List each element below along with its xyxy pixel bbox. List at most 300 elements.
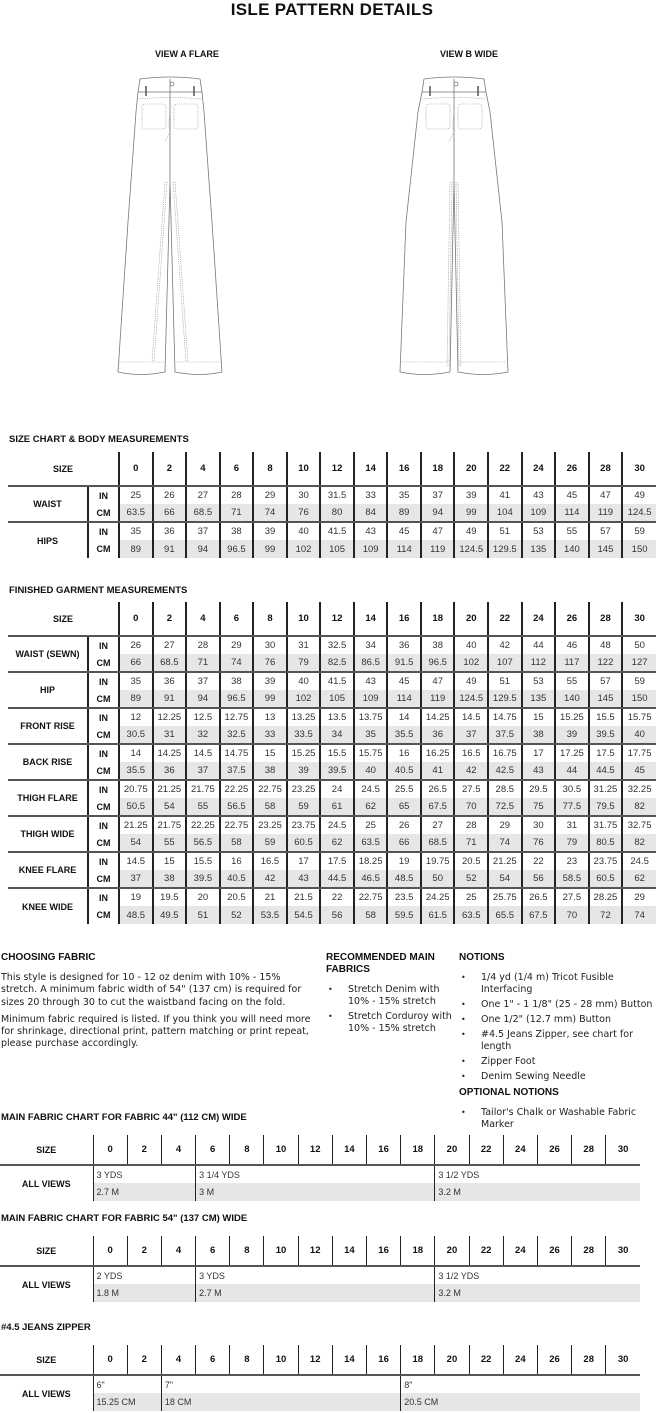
measurement-in: 26.5 [421,780,455,798]
measurement-cm: 36 [153,762,187,780]
size-column-header: 18 [421,602,455,636]
measurement-cm: 48.5 [119,906,153,924]
size-column-header: 0 [93,1135,127,1165]
measurement-in: 27 [186,486,220,504]
measurement-in: 23.75 [589,852,623,870]
measurement-cm: 62 [320,834,354,852]
measurement-cm: 107 [488,654,522,672]
measurement-in: 13.5 [320,708,354,726]
size-column-header: 0 [119,452,153,486]
measurement-cm: 44.5 [320,870,354,888]
measurement-in: 26.5 [522,888,556,906]
measurement-in: 15.25 [287,744,321,762]
measurement-cm: 74 [488,834,522,852]
measurement-cm: 63.5 [119,504,153,522]
measurement-in: 15.25 [555,708,589,726]
measurement-in: 16 [220,852,254,870]
page-title: ISLE PATTERN DETAILS [230,0,434,19]
unit-cm-label: CM [88,540,119,558]
measurement-in: 18.25 [354,852,388,870]
measurement-in: 46 [555,636,589,654]
size-column-header: 2 [127,1345,161,1375]
measurement-cm: 79.5 [589,798,623,816]
measurement-cm: 39 [287,762,321,780]
measurement-in: 15.5 [186,852,220,870]
measurement-in: 19 [387,852,421,870]
row-label: ALL VIEWS [21,1279,71,1290]
measurement-cm: 114 [387,690,421,708]
measurement-cm: 74 [253,504,287,522]
measurement-in: 12.75 [220,708,254,726]
table-row [0,1393,640,1411]
measurement-cm: 40.5 [220,870,254,888]
choosing-fabric-paragraph: This style is designed for 10 - 12 oz denim with 10% - 15% stretch. A minimum fabric width of 54" (137 cm) is required for sizes 20 through 30 to cut the waistband facing on the fold. [1,972,302,1008]
unit-in-label: IN [88,744,119,762]
fabric-chart-54-table [0,1236,640,1302]
measurement-cm: 89 [387,504,421,522]
measurement-in: 33 [354,486,388,504]
measurement-in: 19 [119,888,153,906]
unit-cm-label: CM [88,654,119,672]
size-column-header: 26 [537,1345,571,1375]
measurement-in: 12.25 [153,708,187,726]
measurement-in: 51 [488,522,522,540]
measurement-cm: 76 [522,834,556,852]
measurement-cm: 94 [421,504,455,522]
size-column-header: 10 [264,1345,298,1375]
measurement-in: 29 [488,816,522,834]
measurement-in: 59 [622,522,656,540]
measurement-cm: 40.5 [387,762,421,780]
measurement-in: 21.75 [186,780,220,798]
measurement-in: 22.75 [220,816,254,834]
table-row [8,816,656,834]
measurement-cm: 66 [153,504,187,522]
measurement-cm: 35.5 [119,762,153,780]
size-column-header: 16 [387,452,421,486]
table-row [8,672,656,690]
size-header-label: SIZE [0,1135,93,1165]
measurement-cm: 145 [589,540,623,558]
measurement-cm: 96.5 [220,690,254,708]
measurement-cm: 76 [253,654,287,672]
measurement-in: 34 [354,636,388,654]
measurement-in: 39 [454,486,488,504]
measurement-cm: 59 [287,798,321,816]
unit-cm-label: CM [88,798,119,816]
row-label: KNEE FLARE [8,852,88,888]
size-column-header: 26 [555,452,589,486]
measurement-cm: 54 [119,834,153,852]
fabric-chart-54-title: MAIN FABRIC CHART FOR FABRIC 54" (137 CM) WIDE [1,1213,248,1224]
measurement-cm: 75 [522,798,556,816]
measurement-cm: 68.5 [153,654,187,672]
measurement-cm: 62 [354,798,388,816]
measurement-cm: 56.5 [220,798,254,816]
measurement-cm: 50.5 [119,798,153,816]
measurement-in: 37 [186,522,220,540]
measurement-cm: 109 [354,540,388,558]
measurement-in: 22.75 [354,888,388,906]
measurement-cm: 135 [522,540,556,558]
measurement-in: 41 [488,486,522,504]
size-column-header: 20 [435,1135,469,1165]
measurement-in: 40 [287,522,321,540]
yardage-metric: 20.5 CM [401,1393,640,1411]
measurement-in: 47 [589,486,623,504]
size-column-header: 6 [220,452,254,486]
notions-heading: NOTIONS [459,952,505,963]
size-column-header: 24 [503,1236,537,1266]
measurement-in: 29 [622,888,656,906]
list-item: • One 1" - 1 1/8" (25 - 28 mm) Button [459,999,664,1011]
size-column-header: 24 [522,452,556,486]
yardage-imperial: 7" [161,1375,400,1393]
measurement-cm: 71 [220,504,254,522]
measurement-in: 31 [555,816,589,834]
table-row [8,870,656,888]
measurement-in: 59 [622,672,656,690]
table-row [8,636,656,654]
unit-in-label: IN [88,636,119,654]
measurement-in: 26 [387,816,421,834]
measurement-cm: 91.5 [387,654,421,672]
view-b-wide-illustration [394,72,514,402]
measurement-in: 32.75 [622,816,656,834]
size-column-header: 14 [332,1345,366,1375]
measurement-cm: 61.5 [421,906,455,924]
measurement-in: 21.5 [287,888,321,906]
measurement-cm: 37 [119,870,153,888]
size-column-header: 0 [93,1345,127,1375]
size-column-header: 8 [253,602,287,636]
measurement-in: 23 [555,852,589,870]
measurement-in: 14 [119,744,153,762]
measurement-in: 22.25 [220,780,254,798]
size-column-header: 30 [606,1236,640,1266]
measurement-in: 39 [253,672,287,690]
measurement-cm: 70 [555,906,589,924]
measurement-in: 28.25 [589,888,623,906]
row-label: THIGH FLARE [8,780,88,816]
size-column-header: 24 [503,1135,537,1165]
row-label: FRONT RISE [8,708,88,744]
unit-cm-label: CM [88,834,119,852]
measurement-in: 16.25 [421,744,455,762]
measurement-cm: 114 [387,540,421,558]
yardage-metric: 15.25 CM [93,1393,161,1411]
measurement-in: 25 [454,888,488,906]
measurement-cm: 54 [153,798,187,816]
measurement-in: 22 [320,888,354,906]
measurement-cm: 129.5 [488,540,522,558]
measurement-in: 45 [555,486,589,504]
measurement-cm: 43 [287,870,321,888]
measurement-cm: 74 [220,654,254,672]
measurement-in: 21.75 [153,816,187,834]
measurement-cm: 36 [421,726,455,744]
measurement-in: 41.5 [320,672,354,690]
measurement-in: 43 [354,672,388,690]
measurement-cm: 60.5 [589,870,623,888]
size-column-header: 6 [196,1345,230,1375]
size-column-header: 10 [264,1135,298,1165]
measurement-in: 36 [153,522,187,540]
size-column-header: 2 [153,452,187,486]
row-label: ALL VIEWS [21,1388,71,1399]
measurement-in: 16.75 [488,744,522,762]
measurement-in: 47 [421,672,455,690]
measurement-in: 31.75 [589,816,623,834]
measurement-cm: 77.5 [555,798,589,816]
measurement-in: 25 [354,816,388,834]
measurement-cm: 38 [253,762,287,780]
measurement-in: 29 [220,636,254,654]
unit-in-label: IN [88,816,119,834]
measurement-in: 26 [119,636,153,654]
measurement-in: 25 [119,486,153,504]
size-column-header: 14 [332,1135,366,1165]
measurement-in: 35 [119,522,153,540]
measurement-in: 23.25 [253,816,287,834]
measurement-in: 19.75 [421,852,455,870]
size-column-header: 16 [367,1135,401,1165]
measurement-cm: 55 [186,798,220,816]
yardage-imperial: 2 YDS [93,1266,196,1284]
recommended-fabrics-section [326,952,454,1038]
measurement-cm: 119 [421,690,455,708]
size-column-header: 18 [401,1135,435,1165]
size-column-header: 6 [196,1135,230,1165]
size-column-header: 4 [161,1345,195,1375]
measurement-in: 23.5 [387,888,421,906]
view-a-label: VIEW A FLARE [155,49,219,59]
measurement-in: 12.5 [186,708,220,726]
yardage-metric: 3.2 M [435,1284,640,1302]
measurement-cm: 117 [555,654,589,672]
measurement-in: 14.25 [153,744,187,762]
measurement-in: 25.5 [387,780,421,798]
measurement-cm: 79 [555,834,589,852]
measurement-cm: 122 [589,654,623,672]
size-column-header: 28 [572,1135,606,1165]
size-column-header: 26 [537,1135,571,1165]
measurement-in: 32.5 [320,636,354,654]
size-column-header: 30 [606,1345,640,1375]
size-column-header: 4 [161,1135,195,1165]
size-column-header: 30 [622,452,656,486]
measurement-cm: 33.5 [287,726,321,744]
measurement-cm: 105 [320,540,354,558]
measurement-in: 21.25 [119,816,153,834]
size-column-header: 18 [401,1236,435,1266]
measurement-cm: 41 [421,762,455,780]
measurement-cm: 50 [421,870,455,888]
size-column-header: 2 [127,1135,161,1165]
table-row [0,1165,640,1183]
measurement-cm: 66 [119,654,153,672]
measurement-in: 41.5 [320,522,354,540]
size-column-header: 18 [401,1345,435,1375]
measurement-in: 22.25 [186,816,220,834]
list-item: • Stretch Corduroy with 10% - 15% stretch [326,1011,454,1035]
measurement-in: 24.5 [354,780,388,798]
measurement-cm: 96.5 [220,540,254,558]
measurement-cm: 58 [253,798,287,816]
size-column-header: 6 [196,1236,230,1266]
measurement-in: 15 [522,708,556,726]
measurement-cm: 33 [253,726,287,744]
size-column-header: 22 [488,602,522,636]
measurement-cm: 42 [253,870,287,888]
unit-in-label: IN [88,780,119,798]
measurement-in: 40 [454,636,488,654]
size-column-header: 20 [435,1236,469,1266]
zipper-chart-table [0,1345,640,1411]
measurement-in: 24.5 [320,816,354,834]
yardage-imperial: 8" [401,1375,640,1393]
size-column-header: 30 [622,602,656,636]
measurement-in: 14.5 [119,852,153,870]
measurement-cm: 82 [622,798,656,816]
measurement-in: 17 [522,744,556,762]
measurement-cm: 74 [622,906,656,924]
yardage-imperial: 3 YDS [93,1165,196,1183]
measurement-in: 43 [354,522,388,540]
measurement-cm: 45 [622,762,656,780]
measurement-cm: 91 [153,690,187,708]
table-row [8,540,656,558]
table-row [8,798,656,816]
recommended-fabrics-list [326,984,454,1035]
measurement-in: 30.5 [555,780,589,798]
table-row [8,834,656,852]
measurement-in: 14.5 [454,708,488,726]
measurement-cm: 59 [253,834,287,852]
measurement-cm: 80 [320,504,354,522]
measurement-cm: 104 [488,504,522,522]
size-column-header: 14 [354,452,388,486]
measurement-in: 17.75 [622,744,656,762]
row-label: KNEE WIDE [22,901,74,912]
unit-cm-label: CM [88,906,119,924]
size-column-header: 10 [264,1236,298,1266]
size-column-header: 0 [93,1236,127,1266]
size-column-header: 30 [606,1135,640,1165]
measurement-cm: 32.5 [220,726,254,744]
row-label: THIGH WIDE [8,816,88,852]
unit-cm-label: CM [88,762,119,780]
measurement-cm: 39.5 [589,726,623,744]
unit-in-label: IN [88,522,119,540]
table-row [0,1375,640,1393]
finished-garment-table [8,602,656,924]
measurement-cm: 76 [287,504,321,522]
measurement-cm: 80.5 [589,834,623,852]
measurement-cm: 119 [589,504,623,522]
yardage-imperial: 3 1/4 YDS [196,1165,435,1183]
measurement-in: 17 [287,852,321,870]
measurement-in: 20.5 [220,888,254,906]
measurement-in: 28 [454,816,488,834]
finished-garment-title: FINISHED GARMENT MEASUREMENTS [9,585,188,596]
measurement-in: 25.75 [488,888,522,906]
list-item: • One 1/2" (12.7 mm) Button [459,1014,664,1026]
view-b-label: VIEW B WIDE [440,49,498,59]
measurement-in: 27.5 [454,780,488,798]
measurement-cm: 105 [320,690,354,708]
yardage-metric: 2.7 M [93,1183,196,1201]
measurement-cm: 102 [287,540,321,558]
measurement-in: 13.25 [287,708,321,726]
measurement-cm: 119 [421,540,455,558]
measurement-cm: 54 [488,870,522,888]
measurement-in: 31.5 [320,486,354,504]
size-column-header: 16 [387,602,421,636]
measurement-cm: 42.5 [488,762,522,780]
size-column-header: 16 [367,1236,401,1266]
measurement-in: 37 [186,672,220,690]
measurement-in: 19.5 [153,888,187,906]
measurement-in: 43 [522,486,556,504]
size-column-header: 8 [230,1135,264,1165]
measurement-in: 15.75 [622,708,656,726]
measurement-in: 24 [320,780,354,798]
size-column-header: 10 [287,452,321,486]
measurement-cm: 31 [153,726,187,744]
measurement-cm: 35.5 [387,726,421,744]
measurement-in: 48 [589,636,623,654]
measurement-cm: 32 [186,726,220,744]
measurement-cm: 37 [186,762,220,780]
row-label: BACK RISE [8,744,88,780]
measurement-cm: 86.5 [354,654,388,672]
fabric-chart-44-title: MAIN FABRIC CHART FOR FABRIC 44" (112 CM) WIDE [1,1112,247,1123]
measurement-in: 26 [153,486,187,504]
size-column-header: 16 [367,1345,401,1375]
measurement-in: 29.5 [522,780,556,798]
measurement-in: 24.25 [421,888,455,906]
unit-cm-label: CM [88,870,119,888]
size-column-header: 28 [572,1345,606,1375]
measurement-cm: 38 [153,870,187,888]
optional-notions-list [459,1107,664,1131]
measurement-cm: 37.5 [220,762,254,780]
measurement-cm: 112 [522,654,556,672]
measurement-cm: 71 [186,654,220,672]
measurement-cm: 140 [555,690,589,708]
size-column-header: 22 [469,1135,503,1165]
measurement-in: 17.25 [555,744,589,762]
measurement-cm: 91 [153,540,187,558]
measurement-in: 13.75 [354,708,388,726]
measurement-in: 16.5 [454,744,488,762]
measurement-in: 20 [186,888,220,906]
size-chart-table [8,452,656,558]
measurement-in: 40 [287,672,321,690]
table-row [8,690,656,708]
measurement-cm: 84 [354,504,388,522]
measurement-in: 49 [622,486,656,504]
measurement-cm: 56 [320,906,354,924]
measurement-in: 36 [153,672,187,690]
measurement-in: 38 [220,672,254,690]
measurement-cm: 72.5 [488,798,522,816]
measurement-cm: 35 [354,726,388,744]
measurement-cm: 94 [186,690,220,708]
measurement-cm: 102 [287,690,321,708]
measurement-in: 15.5 [589,708,623,726]
